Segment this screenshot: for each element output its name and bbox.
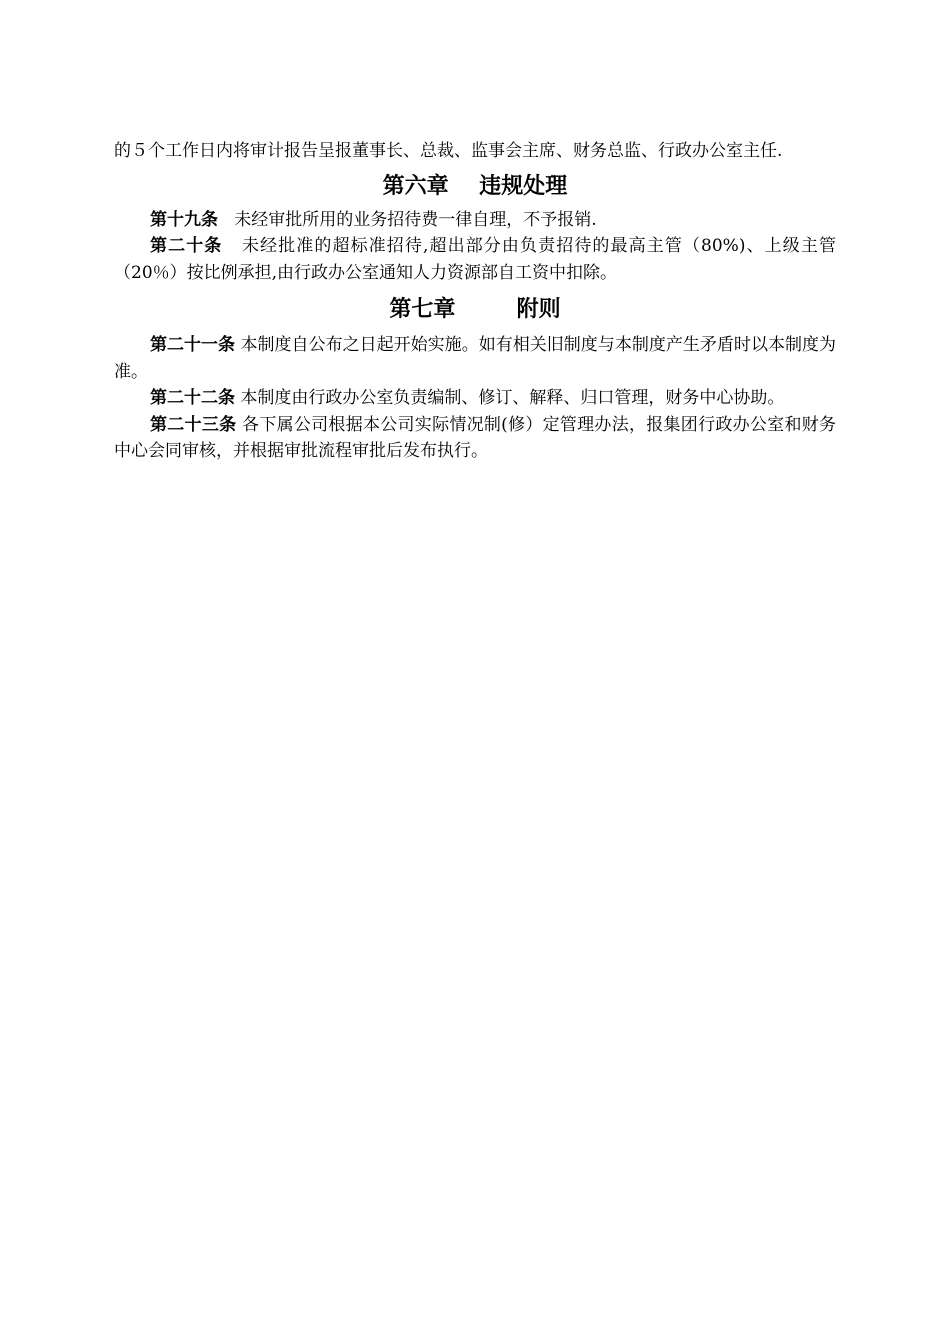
article-21-text: 本制度自公布之日起开始实施。如有相关旧制度与本制度产生矛盾时以本制度为准。 [114,335,836,382]
chapter-7-title: 第七章 附则 [389,297,561,322]
article-21-label: 第二十一条 [150,335,236,355]
intro-paragraph [114,138,836,165]
article-23 [114,412,836,465]
article-19 [114,207,836,234]
article-20-label: 第二十条 [150,236,223,256]
article-20-text: 未经批准的超标准招待,超出部分由负责招待的最高主管（80%)、上级主管（20％）按比例承担,由行政办公室通知人力资源部自工资中扣除。 [114,236,836,283]
article-22-label: 第二十二条 [150,388,235,408]
chapter-6-title: 第六章 违规处理 [382,173,568,199]
article-22 [114,385,836,412]
article-23-text: 各下属公司根据本公司实际情况制(修）定管理办法，报集团行政办公室和财务中心会同审核，并根据审批流程审批后发布执行。 [114,414,836,461]
intro-text: 的５个工作日内将审计报告呈报董事长、总裁、监事会主席、财务总监、行政办公室主任. [114,141,783,161]
article-23-label: 第二十三条 [150,414,237,435]
article-21 [114,332,836,385]
article-20 [114,233,836,286]
article-19-label: 第十九条 [150,209,218,230]
article-19-text: 未经审批所用的业务招待费一律自理，不予报销. [218,209,597,230]
article-22-text: 本制度由行政办公室负责编制、修订、解释、归口管理，财务中心协助。 [235,388,785,408]
document-page [114,138,836,465]
